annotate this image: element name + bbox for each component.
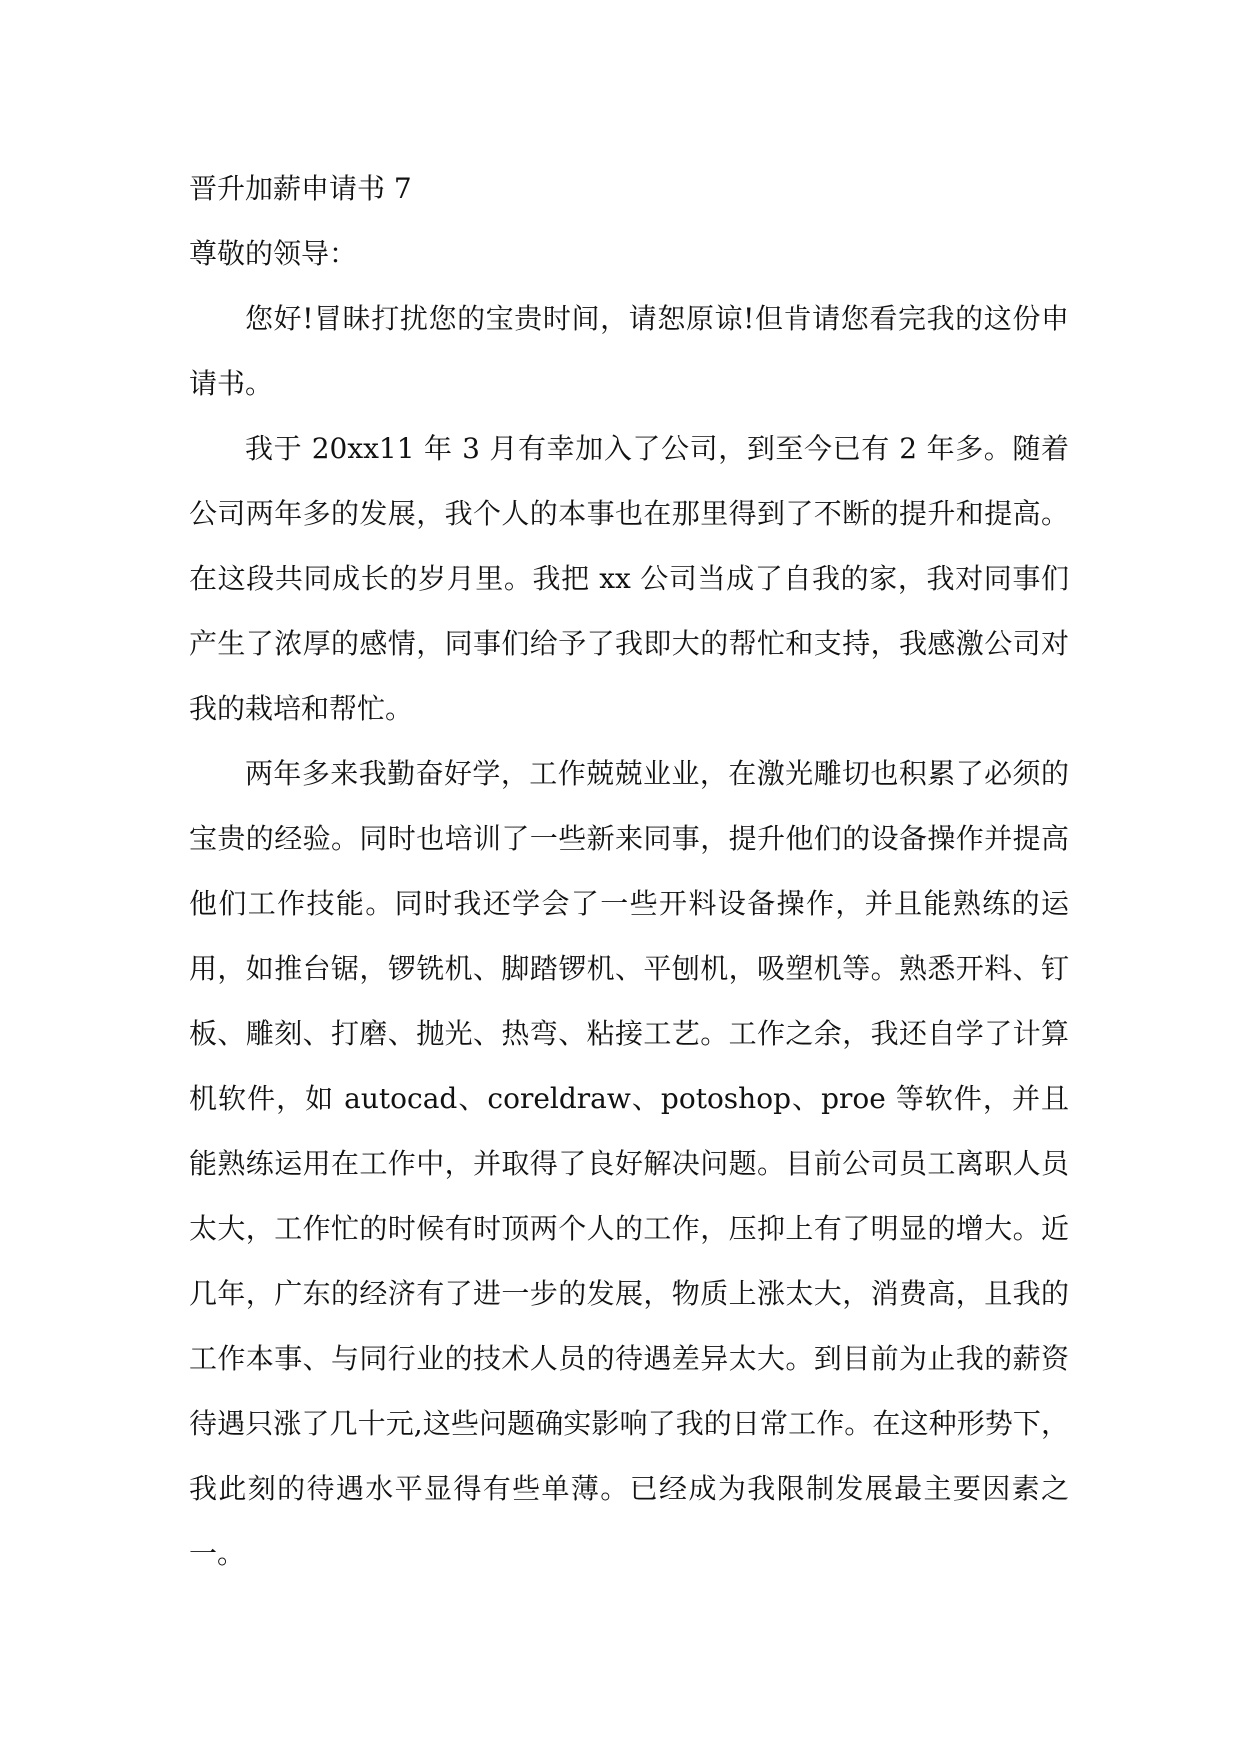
- document-body: [189, 156, 1069, 1586]
- paragraph-greeting: 您好!冒昧打扰您的宝贵时间，请恕原谅!但肯请您看完我的这份申请书。: [189, 302, 1069, 400]
- salutation: 尊敬的领导：: [189, 237, 358, 270]
- paragraph-background: 我于 20xx11 年 3 月有幸加入了公司，到至今已有 2 年多。随着公司两年多的发展，我个人的本事也在那里得到了不断的提升和提高。在这段共同成长的岁月里。我把 xx 公司当成了自我的家，我对同事们产生了浓厚的感情，同事们给予了我即大的帮忙和支持，我感激公司对我的栽培和帮忙。: [189, 432, 1069, 725]
- paragraph-achievements: 两年多来我勤奋好学，工作兢兢业业，在激光雕切也积累了必须的宝贵的经验。同时也培训了一些新来同事，提升他们的设备操作并提高他们工作技能。同时我还学会了一些开料设备操作，并且能熟练的运用，如推台锯，锣铣机、脚踏锣机、平刨机，吸塑机等。熟悉开料、钉板、雕刻、打磨、抛光、热弯、粘接工艺。工作之余，我还自学了计算机软件，如 autocad、coreldraw、potoshop、proe 等软件，并且能熟练运用在工作中，并取得了良好解决问题。目前公司员工离职人员太大，工作忙的时候有时顶两个人的工作，压抑上有了明显的增大。近几年，广东的经济有了进一步的发展，物质上涨太大，消费高，且我的工作本事、与同行业的技术人员的待遇差异太大。到目前为止我的薪资待遇只涨了几十元,这些问题确实影响了我的日常工作。在这种形势下，我此刻的待遇水平显得有些单薄。已经成为我限制发展最主要因素之一。: [189, 757, 1069, 1570]
- document-title: 晋升加薪申请书 7: [189, 172, 412, 205]
